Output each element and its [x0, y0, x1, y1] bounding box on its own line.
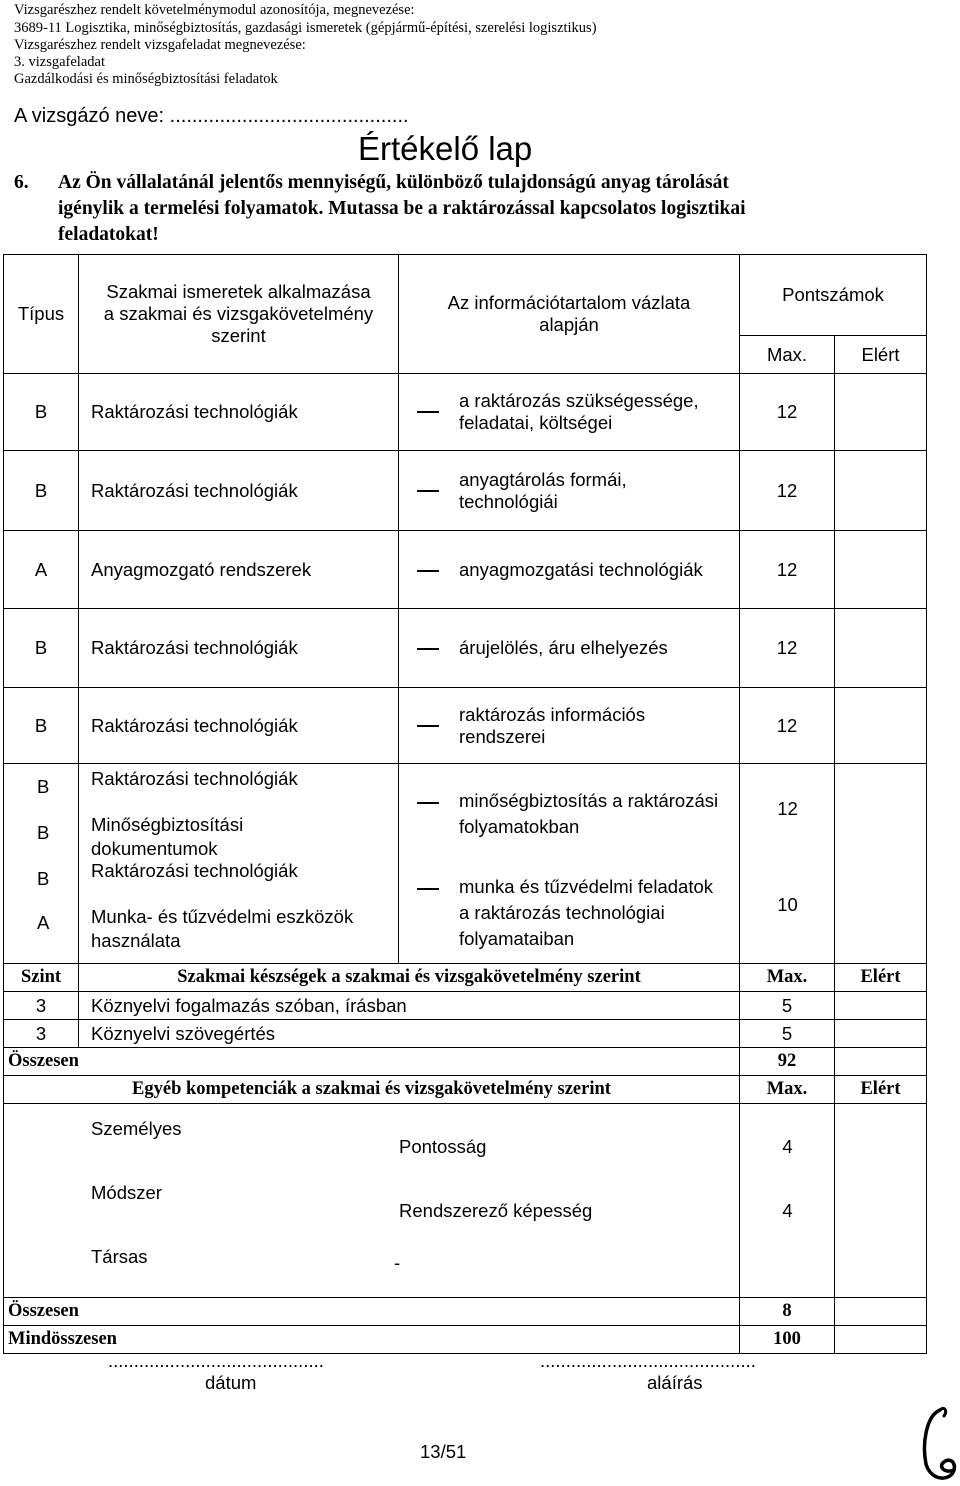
knowledge-header-1: Szakmai ismeretek alkalmazása — [106, 281, 371, 302]
category-method: Módszer — [91, 1182, 162, 1203]
skill-label: Köznyelvi fogalmazás szóban, írásban — [79, 992, 740, 1020]
skills-row — [4, 1020, 927, 1048]
task-number: 6. — [14, 172, 29, 193]
outline-header — [399, 255, 740, 374]
combined-types — [4, 764, 79, 964]
row-type: B — [4, 374, 79, 451]
total-other-achieved[interactable] — [835, 1298, 927, 1326]
table-row — [4, 609, 927, 688]
dash-mark — [417, 411, 439, 413]
other-label-header: Egyéb kompetenciák a szakmai és vizsgakövetelmény szerint — [4, 1076, 740, 1104]
row-type: B — [4, 451, 79, 531]
dash-mark — [417, 888, 439, 890]
row-achieved[interactable] — [835, 531, 927, 609]
combined-max-b: 10 — [777, 894, 798, 915]
dash-mark — [417, 490, 439, 492]
skills-max-header: Max. — [740, 964, 835, 992]
combined-topic-2a: Minőségbiztosítási — [91, 814, 244, 835]
row-item-2: technológiái — [459, 490, 558, 512]
other-achieved[interactable] — [835, 1104, 927, 1298]
combined-type-2: B — [37, 822, 50, 843]
row-topic: Raktározási technológiák — [79, 609, 399, 688]
row-content — [399, 688, 740, 764]
grand-total-achieved[interactable] — [835, 1326, 927, 1354]
combined-topics — [79, 764, 399, 964]
skill-level: 3 — [4, 1020, 79, 1048]
grand-total-value: 100 — [740, 1326, 835, 1354]
header-task-name: Gazdálkodási és minőségbiztosítási feladatok — [14, 71, 278, 87]
combined-topic-1: Raktározási technológiák — [91, 768, 298, 789]
row-content — [399, 451, 740, 531]
knowledge-header — [79, 255, 399, 374]
row-achieved[interactable] — [835, 374, 927, 451]
header-task-number: 3. vizsgafeladat — [14, 54, 105, 70]
points-header: Pontszámok — [740, 255, 927, 336]
handwritten-signature-icon — [918, 1404, 960, 1484]
skills-label-header: Szakmai készségek a szakmai és vizsgakövetelmény szerint — [79, 964, 740, 992]
grand-total-label: Mindösszesen — [4, 1326, 740, 1354]
skills-header-row — [4, 964, 927, 992]
total-other-label: Összesen — [4, 1298, 740, 1326]
combined-item-b1: munka és tűzvédelmi feladatok — [459, 876, 713, 897]
outline-header-1: Az információtartalom vázlata — [447, 292, 691, 313]
skills-achieved-header: Elért — [835, 964, 927, 992]
signature-dots: .......................................... — [540, 1350, 756, 1371]
signature-label: aláírás — [647, 1372, 703, 1393]
knowledge-header-2: a szakmai és vizsgakövetelmény — [103, 303, 374, 324]
combined-item-b3: folyamataiban — [459, 928, 575, 949]
other-header-row — [4, 1076, 927, 1104]
combined-topic-3: Raktározási technológiák — [91, 860, 298, 881]
task-text-1: Az Ön vállalatánál jelentős mennyiségű, különböző tulajdonságú anyag tárolását — [58, 172, 729, 193]
total-label: Összesen — [4, 1048, 740, 1076]
competence-accuracy: Pontosság — [399, 1136, 487, 1157]
row-item-1: anyagtárolás formái, — [459, 468, 627, 490]
row-max: 12 — [740, 451, 835, 531]
max-header: Max. — [740, 336, 835, 374]
dash-mark — [417, 802, 439, 804]
header-module-label: Vizsgarészhez rendelt követelménymodul azonosítója, megnevezése: — [14, 2, 415, 18]
category-personal: Személyes — [91, 1118, 182, 1139]
row-topic: Raktározási technológiák — [79, 374, 399, 451]
skill-label: Köznyelvi szövegértés — [79, 1020, 740, 1048]
header-module-name: 3689-11 Logisztika, minőségbiztosítás, gazdasági ismeretek (gépjármű-építési, szerelési logisztikus) — [14, 20, 597, 36]
combined-max-a: 12 — [777, 798, 798, 819]
table-row — [4, 374, 927, 451]
page-number: 13/51 — [420, 1441, 467, 1462]
row-achieved[interactable] — [835, 609, 927, 688]
competence-systematic: Rendszerező képesség — [399, 1200, 593, 1221]
combined-item-b2: a raktározás technológiai — [459, 902, 665, 923]
row-type: B — [4, 688, 79, 764]
row-item-2: rendszerei — [459, 725, 546, 747]
total-other-value: 8 — [740, 1298, 835, 1326]
row-item-1: raktározás információs — [459, 703, 646, 725]
type-header: Típus — [4, 255, 79, 374]
row-item-1: anyagmozgatási technológiák — [459, 558, 703, 580]
row-topic: Raktározási technológiák — [79, 451, 399, 531]
task-line-3: feladatokat! — [58, 224, 159, 245]
combined-topic-2b: dokumentumok — [91, 838, 218, 859]
total-row — [4, 1048, 927, 1076]
row-type: B — [4, 609, 79, 688]
row-topic: Anyagmozgató rendszerek — [79, 531, 399, 609]
other-max-2: 4 — [782, 1200, 793, 1221]
date-dots: .......................................... — [108, 1350, 324, 1371]
page-title: Értékelő lap — [358, 130, 533, 167]
row-type: A — [4, 531, 79, 609]
header-task-label: Vizsgarészhez rendelt vizsgafeladat megnevezése: — [14, 37, 306, 53]
combined-type-4: A — [37, 912, 50, 933]
row-topic: Raktározási technológiák — [79, 688, 399, 764]
combined-item-a2: folyamatokban — [459, 816, 580, 837]
achieved-header: Elért — [835, 336, 927, 374]
other-content — [4, 1104, 740, 1298]
task-line-1 — [14, 170, 884, 196]
row-item-2: feladatai, költségei — [459, 412, 613, 433]
skills-level-header: Szint — [4, 964, 79, 992]
combined-max — [740, 764, 835, 964]
date-label: dátum — [205, 1372, 257, 1393]
knowledge-header-3: szerint — [211, 325, 266, 346]
combined-topic-4b: használata — [91, 930, 181, 951]
competence-social-none: - — [394, 1252, 401, 1273]
skill-achieved[interactable] — [835, 1020, 927, 1048]
skill-level: 3 — [4, 992, 79, 1020]
outline-header-2: alapján — [539, 314, 599, 335]
row-achieved[interactable] — [835, 688, 927, 764]
total-value: 92 — [740, 1048, 835, 1076]
examinee-name-field: A vizsgázó neve: ........................................... — [14, 105, 409, 127]
combined-content — [399, 764, 740, 964]
row-achieved[interactable] — [835, 451, 927, 531]
combined-type-3: B — [37, 868, 50, 889]
total-achieved[interactable] — [835, 1048, 927, 1076]
evaluation-table — [3, 254, 927, 1354]
skill-max: 5 — [740, 992, 835, 1020]
row-content — [399, 609, 740, 688]
table-row — [4, 688, 927, 764]
other-row — [4, 1104, 927, 1298]
row-item-1: árujelölés, áru elhelyezés — [459, 637, 668, 658]
row-max: 12 — [740, 374, 835, 451]
table-row — [4, 451, 927, 531]
skill-max: 5 — [740, 1020, 835, 1048]
combined-topic-4a: Munka- és tűzvédelmi eszközök — [91, 906, 354, 927]
row-content — [399, 374, 740, 451]
table-header-row — [4, 255, 927, 336]
combined-achieved[interactable] — [835, 764, 927, 964]
table-row-combined — [4, 764, 927, 964]
category-social: Társas — [91, 1246, 148, 1267]
other-max-header: Max. — [740, 1076, 835, 1104]
skills-row — [4, 992, 927, 1020]
row-item-1: a raktározás szükségessége, — [459, 390, 699, 411]
row-content — [399, 531, 740, 609]
task-line-2: igénylik a termelési folyamatok. Mutassa be a raktározással kapcsolatos logisztikai — [58, 198, 746, 219]
combined-type-1: B — [37, 776, 50, 797]
table-row — [4, 531, 927, 609]
other-achieved-header: Elért — [835, 1076, 927, 1104]
row-max: 12 — [740, 609, 835, 688]
row-max: 12 — [740, 688, 835, 764]
other-max-1: 4 — [782, 1136, 793, 1157]
skill-achieved[interactable] — [835, 992, 927, 1020]
other-max — [740, 1104, 835, 1298]
combined-item-a1: minőségbiztosítás a raktározási — [459, 790, 719, 811]
dash-mark — [417, 648, 439, 650]
dash-mark — [417, 725, 439, 727]
dash-mark — [417, 570, 439, 572]
row-max: 12 — [740, 531, 835, 609]
total-row — [4, 1298, 927, 1326]
